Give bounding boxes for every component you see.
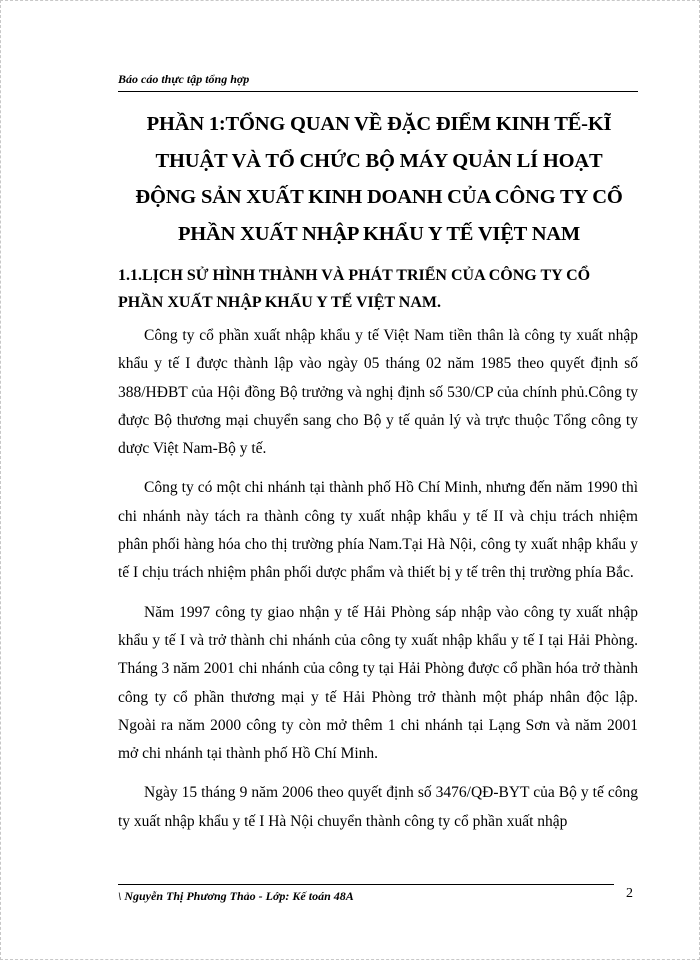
paragraph: Công ty cổ phần xuất nhập khẩu y tế Việt Nam tiền thân là công ty xuất nhập khẩu y tế I được thành lập vào ngày 05 tháng 02 năm 1985 theo quyết định số 388/HĐBT của Hội đồng Bộ trưởng và nghị định số 530/CP của chính phủ.Công ty được Bộ thương mại chuyển sang cho Bộ y tế quản lý và trực thuộc Tổng công ty dược Việt Nam-Bộ y tế.	[118, 327, 638, 458]
title-line: ĐỘNG SẢN XUẤT KINH DOANH CỦA CÔNG TY CỔ	[135, 186, 623, 208]
section-heading: 1.1.LỊCH SỬ HÌNH THÀNH VÀ PHÁT TRIỂN CỦA CÔNG TY CỔ PHẦN XUẤT NHẬP KHẨU Y TẾ VIỆT NAM.	[118, 267, 591, 311]
paragraph: Ngày 15 tháng 9 năm 2006 theo quyết định số 3476/QĐ-BYT của Bộ y tế công ty xuất nhập khẩu y tế I Hà Nội chuyển thành công ty cổ phần xuất nhập	[118, 784, 638, 830]
page-header: Báo cáo thực tập tổng hợp	[118, 72, 250, 86]
title-line: PHẦN 1:TỔNG QUAN VỀ ĐẶC ĐIỂM KINH TẾ-KĨ	[146, 113, 612, 135]
chapter-title	[112, 106, 646, 252]
page-footer: \ Nguyễn Thị Phương Thảo - Lớp: Kế toán 48A	[118, 889, 354, 903]
footer-rule	[118, 884, 614, 885]
page-number: 2	[626, 886, 633, 901]
title-line: THUẬT VÀ TỔ CHỨC BỘ MÁY QUẢN LÍ HOẠT	[155, 149, 603, 172]
body-text	[118, 322, 638, 847]
paragraph: Năm 1997 công ty giao nhận y tế Hải Phòng sáp nhập vào công ty xuất nhập khẩu y tế I và trở thành chi nhánh của công ty xuất nhập khẩu y tế I tại Hải Phòng. Tháng 3 năm 2001 chi nhánh của công ty tại Hải Phòng được cổ phần hóa trở thành công ty cổ phần thương mại y tế Hải Phòng trở thành một pháp nhân độc lập. Ngoài ra năm 2000 công ty còn mở thêm 1 chi nhánh tại Lạng Sơn và năm 2001 mở chi nhánh tại thành phố Hồ Chí Minh.	[118, 603, 638, 763]
header-rule	[118, 91, 638, 92]
title-line: PHẦN XUẤT NHẬP KHẨU Y TẾ VIỆT NAM	[177, 222, 581, 245]
paragraph: Công ty có một chi nhánh tại thành phố Hồ Chí Minh, nhưng đến năm 1990 thì chi nhánh này tách ra thành công ty xuất nhập khẩu y tế II và chịu trách nhiệm phân phối hàng hóa cho thị trường phía Nam.Tại Hà Nội, công ty xuất nhập khẩu y tế I chịu trách nhiệm phân phối dược phẩm và thiết bị y tế trên thị trường phía Bắc.	[118, 479, 638, 582]
